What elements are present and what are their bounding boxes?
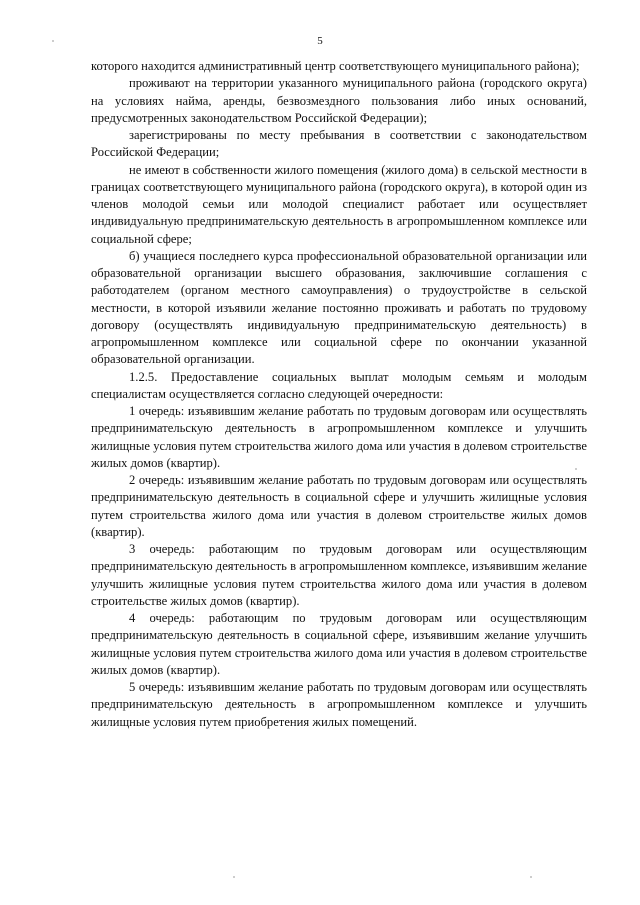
paragraph-registration: зарегистрированы по месту пребывания в соответствии с законодательством Российской Федерации; bbox=[91, 128, 587, 160]
document-body bbox=[91, 58, 587, 731]
page-number: 5 bbox=[317, 35, 323, 47]
paragraph-queue-2: 2 очередь: изъявившим желание работать по трудовым договорам или осуществлять предпринимательскую деятельность в социальной сфере и улучшить жилищные условия путем строительства жилого дома или участия в долевом строительстве жилых домов (квартир). bbox=[91, 473, 587, 539]
paragraph-section-1-2-5: 1.2.5. Предоставление социальных выплат молодым семьям и молодым специалистам осуществляется согласно следующей очередности: bbox=[91, 369, 587, 401]
paragraph-students: б) учащиеся последнего курса профессиональной образовательной организации или образовательной организации высшего образования, заключившие соглашения с работодателем (органом местного самоуправления) о трудоустройстве в сельской местности, в которой изъявили желание постоянно проживать и работать по трудовому договору (осуществлять индивидуальную предпринимательскую деятельность) в агропромышленном комплексе или социальной сфере по окончании указанной образовательной организации. bbox=[91, 248, 587, 367]
scan-speck bbox=[575, 468, 577, 470]
paragraph-queue-5: 5 очередь: изъявившим желание работать по трудовым договорам или осуществлять предпринимательскую деятельность в агропромышленном комплексе и улучшить жилищные условия путем приобретения жилых помещений. bbox=[91, 680, 587, 729]
scan-speck bbox=[233, 876, 235, 878]
scan-speck bbox=[530, 876, 532, 878]
paragraph-residence: проживают на территории указанного муниципального района (городского округа) на условиях найма, аренды, безвозмездного пользования либо иных оснований, предусмотренных законодательством Российской Федерации); bbox=[91, 76, 587, 125]
paragraph-queue-1: 1 очередь: изъявившим желание работать по трудовым договорам или осуществлять предпринимательскую деятельность в агропромышленном комплексе и улучшить жилищные условия путем строительства жилого дома или участия в долевом строительстве жилых домов (квартир). bbox=[91, 404, 587, 470]
scan-speck bbox=[52, 40, 54, 42]
paragraph-continuation: которого находится административный центр соответствующего муниципального района); bbox=[91, 59, 580, 73]
paragraph-queue-4: 4 очередь: работающим по трудовым договорам или осуществляющим предпринимательскую деятельность в социальной сфере, изъявившим желание улучшить жилищные условия путем строительства жилого дома или участия в долевом строительстве жилых домов (квартир). bbox=[91, 611, 587, 677]
paragraph-no-property: не имеют в собственности жилого помещения (жилого дома) в сельской местности в границах соответствующего муниципального района (городского округа), в которой один из членов молодой семьи или молодой специалист работает или осуществляет индивидуальную предпринимательскую деятельность в агропромышленном комплексе или социальной сфере; bbox=[91, 162, 587, 246]
paragraph-queue-3: 3 очередь: работающим по трудовым договорам или осуществляющим предпринимательскую деятельность в агропромышленном комплексе, изъявившим желание улучшить жилищные условия путем строительства жилого дома или участия в долевом строительстве жилых домов (квартир). bbox=[91, 542, 587, 608]
